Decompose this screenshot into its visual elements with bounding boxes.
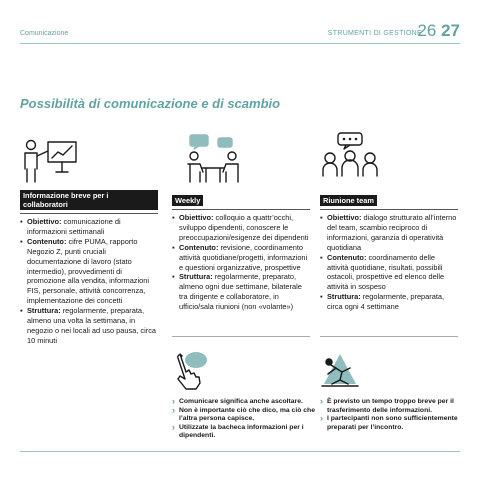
tips-list bbox=[172, 398, 322, 441]
team-group-icon bbox=[322, 132, 380, 184]
header-divider bbox=[20, 43, 460, 44]
list-item: ▪ Contenuto: coordinamento delle attività quotidiane, risultati, possibili ostacoli, prospettive ed elenco delle attività in sospeso bbox=[320, 253, 458, 293]
list-item: › I partecipanti non sono sufficientemente preparati per l’incontro. bbox=[320, 415, 470, 432]
footer-divider bbox=[20, 451, 460, 452]
page-title: Possibilità di comunicazione e di scambio bbox=[20, 96, 281, 111]
page-number-right: 27 bbox=[441, 21, 460, 40]
column-divider bbox=[320, 209, 458, 210]
list-item: ▪ Contenuto: cifre PUMA, rapporto Negozio Z, punti cruciali documentazione di lavoro (stato intermedio), provvedimenti di promozione alla vendita, informazioni FIS, personale, attività concorrenza, implementazione dei concetti bbox=[20, 237, 158, 306]
list-item: ▪ Struttura: regolarmente, preparato, almeno ogni due settimane, bilaterale tra dirigente e collaboratore, in ufficio/sala riunioni (non «volante») bbox=[172, 272, 310, 312]
column-briefing bbox=[20, 190, 158, 346]
warning-slip-icon bbox=[320, 350, 360, 390]
list-item: › Utilizzate la bacheca informazioni per i dipendenti. bbox=[172, 424, 322, 441]
list-item: › È previsto un tempo troppo breve per il trasferimento delle informazioni. bbox=[320, 398, 470, 415]
list-item: ▪ Obiettivo: colloquio a quattr’occhi, sviluppo dipendenti, conoscere le preoccupazioni/esigenze dei dipendenti bbox=[172, 213, 310, 243]
presenter-with-chart-icon bbox=[22, 138, 80, 184]
list-item: › Non è importante ciò che dico, ma ciò che l’altra persona capisce. bbox=[172, 407, 322, 424]
page-number-left: 26 bbox=[417, 21, 437, 40]
list-item: ▪ Obiettivo: dialogo strutturato all’interno del team, scambio reciproco di informazioni, garanzia di operatività quotidiana bbox=[320, 213, 458, 253]
list-item: › Comunicare significa anche ascoltare. bbox=[172, 398, 322, 407]
column-team-meeting bbox=[320, 190, 458, 312]
chapter-label: STRUMENTI DI GESTIONE bbox=[327, 30, 422, 37]
list-item: ▪ Struttura: regolarmente, preparata, almeno una volta la settimana, in negozio o nei locali ad uso pausa, circa 10 minuti bbox=[20, 306, 158, 346]
list-item: ▪ Contenuto: revisione, coordinamento attività quotidiane/progetti, informazioni e questioni organizzative, prospettive bbox=[172, 243, 310, 273]
column-heading: Riunione team bbox=[320, 195, 377, 206]
page-numbers bbox=[417, 21, 460, 41]
pointing-hand-icon bbox=[172, 350, 208, 390]
warnings-divider bbox=[320, 336, 458, 337]
column-heading: Informazione breve per i collaboratori bbox=[20, 190, 158, 210]
column-divider bbox=[172, 209, 310, 210]
list-item: ▪ Struttura: regolarmente, preparata, circa ogni 4 settimane bbox=[320, 292, 458, 312]
two-people-meeting-icon bbox=[184, 134, 244, 184]
column-heading: Weekly bbox=[172, 195, 203, 206]
list-item: ▪ Obiettivo: comunicazione di informazioni settimanali bbox=[20, 217, 158, 237]
column-divider bbox=[20, 213, 158, 214]
tips-divider bbox=[172, 336, 310, 337]
warnings-list bbox=[320, 398, 470, 432]
section-label: Comunicazione bbox=[20, 30, 69, 37]
column-weekly bbox=[172, 190, 310, 312]
